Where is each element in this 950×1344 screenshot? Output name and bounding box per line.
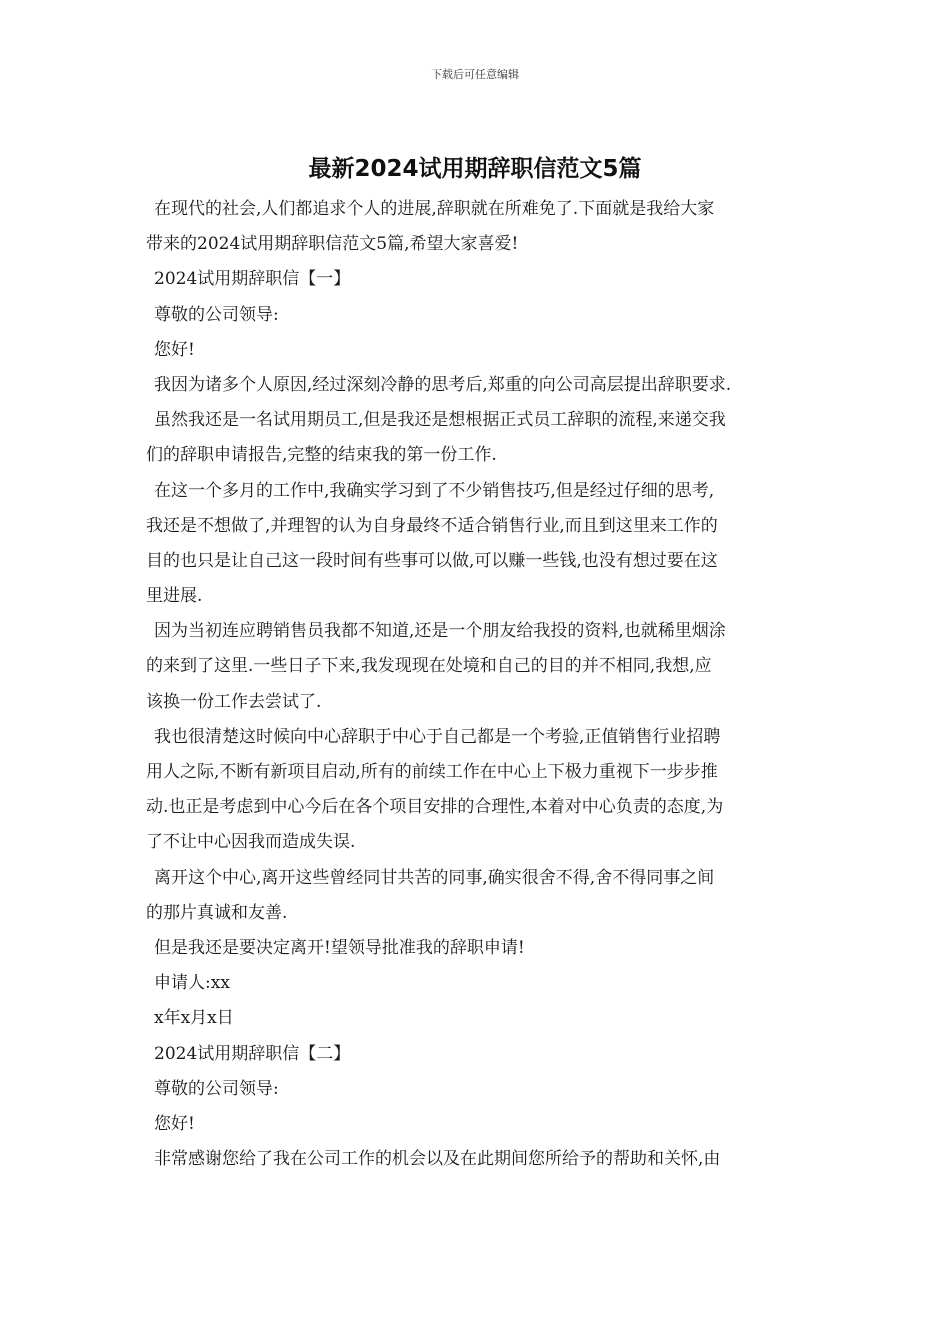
text-line: 但是我还是要决定离开!望领导批准我的辞职申请!	[154, 937, 525, 958]
text-line: 2024试用期辞职信【二】	[154, 1043, 351, 1064]
text-line: 2024试用期辞职信【一】	[154, 269, 351, 290]
text-line: 非常感谢您给了我在公司工作的机会以及在此期间您所给予的帮助和关怀,由	[154, 1149, 721, 1170]
text-line: 我也很清楚这时候向中心辞职于中心于自己都是一个考验,正值销售行业招聘	[154, 726, 721, 747]
document-title: 最新2024试用期辞职信范文5篇	[308, 156, 642, 182]
text-line: x年x月x日	[154, 1008, 234, 1029]
text-line: 您好!	[154, 1113, 195, 1134]
header-note: 下载后可任意编辑	[431, 68, 519, 81]
text-line: 用人之际,不断有新项目启动,所有的前续工作在中心上下极力重视下一步步推	[146, 762, 718, 782]
text-line: 们的辞职申请报告,完整的结束我的第一份工作.	[146, 445, 497, 466]
text-line: 在这一个多月的工作中,我确实学习到了不少销售技巧,但是经过仔细的思考,	[154, 480, 715, 501]
text-line: 动.也正是考虑到中心今后在各个项目安排的合理性,本着对中心负责的态度,为	[146, 797, 724, 818]
document-body	[146, 192, 816, 1177]
text-line: 申请人:xx	[154, 973, 230, 994]
text-line: 尊敬的公司领导:	[154, 304, 279, 325]
text-line: 带来的2024试用期辞职信范文5篇,希望大家喜爱!	[146, 234, 519, 255]
text-line: 的那片真诚和友善.	[146, 902, 288, 923]
text-line: 里进展.	[146, 586, 203, 607]
text-line: 该换一份工作去尝试了.	[146, 691, 322, 712]
text-line: 您好!	[154, 339, 195, 360]
text-line: 尊敬的公司领导:	[154, 1078, 279, 1099]
text-line: 的来到了这里.一些日子下来,我发现现在处境和自己的目的并不相同,我想,应	[146, 656, 712, 677]
text-line: 我因为诸多个人原因,经过深刻冷静的思考后,郑重的向公司高层提出辞职要求.	[154, 374, 732, 395]
text-line: 因为当初连应聘销售员我都不知道,还是一个朋友给我投的资料,也就稀里烟涂	[154, 621, 726, 642]
text-line: 离开这个中心,离开这些曾经同甘共苦的同事,确实很舍不得,舍不得同事之间	[154, 867, 715, 888]
text-line: 在现代的社会,人们都追求个人的进展,辞职就在所难免了.下面就是我给大家	[154, 199, 715, 219]
text-line: 了不让中心因我而造成失误.	[146, 832, 356, 853]
text-line: 我还是不想做了,并理智的认为自身最终不适合销售行业,而且到这里来工作的	[146, 515, 718, 536]
text-line: 虽然我还是一名试用期员工,但是我还是想根据正式员工辞职的流程,来递交我	[154, 410, 726, 431]
text-line: 目的也只是让自己这一段时间有些事可以做,可以赚一些钱,也没有想过要在这	[146, 550, 718, 571]
